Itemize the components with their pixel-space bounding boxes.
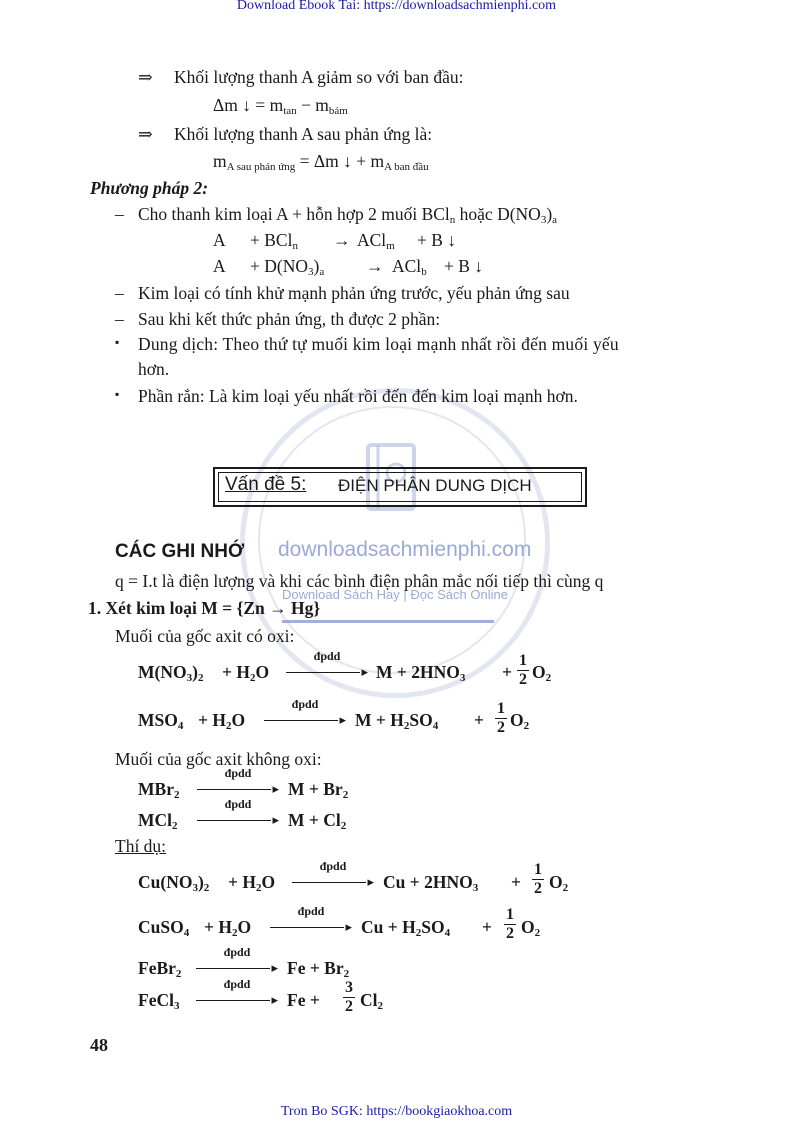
- method2-item-3: Sau khi kết thức phản ứng, th được 2 phần:: [138, 309, 441, 329]
- fraction: 1 2: [497, 700, 505, 736]
- fraction: 1 2: [506, 906, 514, 942]
- bullet-2: ▪: [115, 387, 120, 401]
- fraction: 3 2: [345, 979, 353, 1015]
- method2-item-1: Cho thanh kim loại A + hỗn hợp 2 muối BCl$_n$ hoặc $D(NO_3)_a$: [138, 204, 558, 226]
- watermark-site: downloadsachmienphi.com: [278, 538, 532, 561]
- fraction: 1 2: [534, 861, 542, 897]
- header-link[interactable]: Download Ebook Tai: https://downloadsachmienphi.com: [236, 0, 557, 13]
- notes-heading: CÁC GHI NHỚ: [115, 541, 245, 562]
- fraction: 1 2: [519, 652, 527, 688]
- oxy-heading: Muối của gốc axit có oxi:: [115, 626, 295, 646]
- topic-label: Vấn đề 5:: [225, 474, 307, 495]
- method2-item-2: Kim loại có tính khử mạnh phản ứng trước, yếu phản ứng sau: [138, 283, 570, 303]
- section-1-heading: 1. Xét kim loại M = {Zn → Hg}: [88, 598, 321, 618]
- implies-2: ⇒: [138, 124, 153, 144]
- footer-link[interactable]: Tron Bo SGK: https://bookgiaokhoa.com: [280, 1104, 513, 1119]
- implies-1: ⇒: [138, 67, 153, 87]
- bullet-1-line-1: Dung dịch: Theo thứ tự muối kim loại mạnh nhất rồi đến muối yếu: [138, 334, 619, 354]
- topic-title: ĐIỆN PHÂN DUNG DỊCH: [338, 476, 532, 495]
- watermark-underline: [282, 620, 494, 623]
- dash-2: –: [115, 283, 124, 303]
- bullet-1: ▪: [115, 335, 120, 349]
- bullet-2-text: Phần rắn: Là kim loại yếu nhất rồi đến đến kim loại mạnh hơn.: [138, 386, 578, 406]
- nonoxy-heading: Muối của gốc axit không oxi:: [115, 749, 322, 769]
- intro-line-2: Khối lượng thanh A sau phản ứng là:: [174, 124, 433, 144]
- example-heading: Thí dụ:: [115, 836, 167, 856]
- intro-line-1: Khối lượng thanh A giảm so với ban đầu:: [174, 67, 464, 87]
- bullet-1-line-2: hơn.: [138, 359, 170, 379]
- notes-intro: q = I.t là điện lượng và khi các bình điện phân mắc nối tiếp thì cùng q: [115, 571, 604, 591]
- dash-1: –: [115, 204, 124, 224]
- formula-final-mass: $m_{A sau phản ứng} = \Delta m$ ↓ + $m_{A ban đầu}$: [213, 151, 429, 173]
- watermark-tagline: Download Sách Hay | Đọc Sách Online: [282, 587, 508, 602]
- page-number: 48: [90, 1035, 108, 1055]
- method2-heading: Phương pháp 2:: [90, 178, 209, 198]
- formula-mass-loss: Δm ↓ = $m_{tan} - m_{bám}$: [213, 95, 348, 117]
- dash-3: –: [115, 309, 124, 329]
